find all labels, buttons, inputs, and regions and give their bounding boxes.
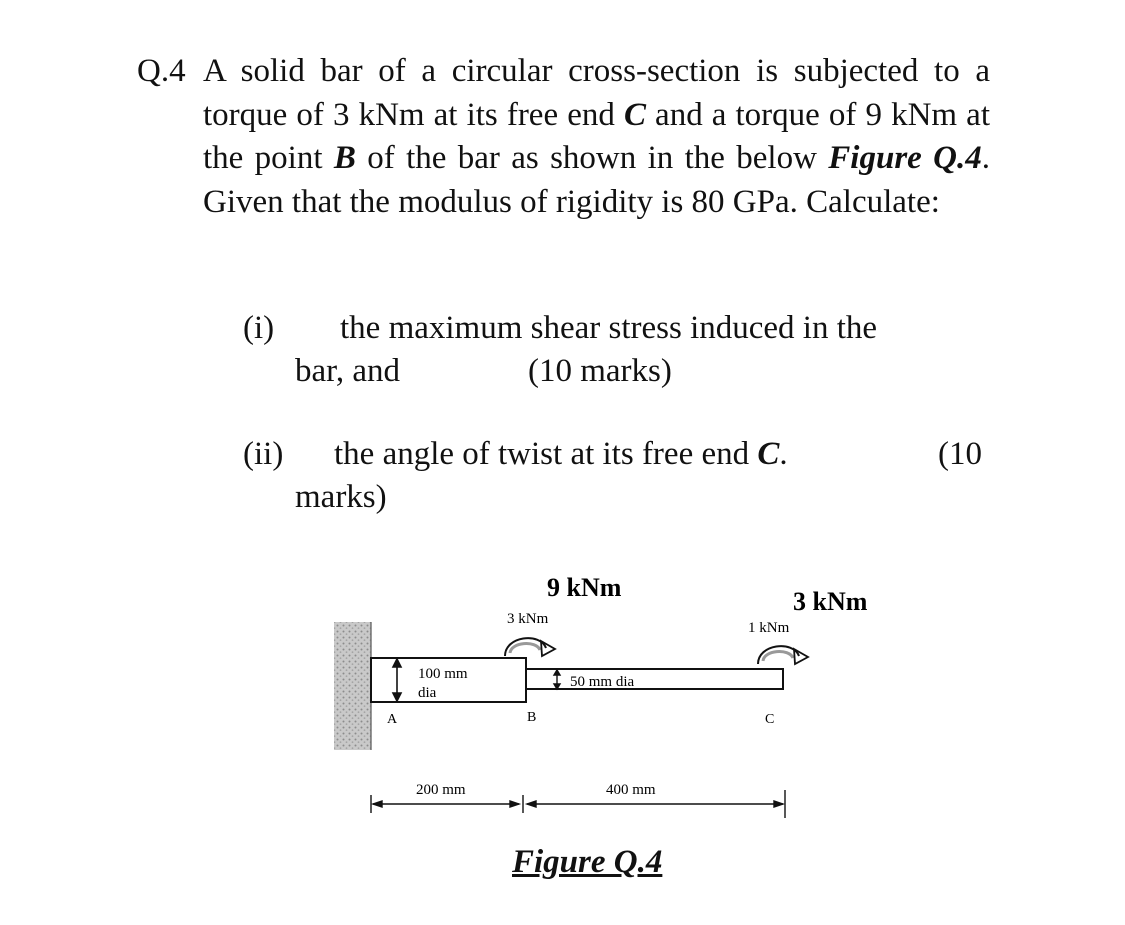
- intro-text-3: of the bar as shown in the below: [355, 140, 829, 176]
- question-number: Q.4: [137, 53, 186, 89]
- part-ii-continuation: marks): [295, 479, 387, 515]
- part-ii-text: the angle of twist at its free end: [334, 436, 750, 472]
- part-ii-marks: (10: [938, 436, 982, 472]
- part-ii-point-c: C: [757, 436, 780, 472]
- torque-c-small-label: 1 kNm: [748, 620, 790, 636]
- part-ii-period: .: [779, 436, 788, 472]
- length-bc-label: 400 mm: [606, 782, 656, 798]
- torque-b-small-label: 3 kNm: [507, 611, 549, 627]
- dia-ab-label-line1: 100 mm: [418, 666, 468, 682]
- point-c-label: C: [765, 712, 775, 727]
- part-i-text: the maximum shear stress induced in the: [340, 310, 878, 346]
- intro-text-4: . Given that the modulus of rigidity is 80 GPa. Calculate:: [203, 140, 990, 220]
- torque-arrow-b-icon: [505, 638, 555, 656]
- length-ab-label: 200 mm: [416, 782, 466, 798]
- point-a-label: A: [387, 712, 398, 727]
- point-b-label: B: [527, 710, 537, 725]
- part-i-marks: (10 marks): [528, 353, 672, 389]
- dia-ab-label-line2: dia: [418, 685, 437, 701]
- dia-bc-label: 50 mm dia: [570, 674, 635, 690]
- intro-point-b: B: [333, 140, 356, 176]
- intro-text-1: A solid bar of a circular cross-section is subjected to a torque of 3 kNm at its free end: [203, 53, 990, 133]
- part-i-continuation: bar, and: [295, 353, 400, 389]
- figure-caption: Figure Q.4: [512, 844, 663, 880]
- torque-c-bold-label: 3 kNm: [793, 587, 868, 616]
- torque-b-bold-label: 9 kNm: [547, 573, 622, 602]
- fixed-wall-support: [334, 622, 371, 750]
- intro-point-c: C: [623, 96, 646, 133]
- part-ii-label: (ii): [243, 436, 284, 472]
- part-i-label: (i): [243, 310, 275, 346]
- intro-text-2: and a torque of 9 kNm at the point: [203, 96, 990, 176]
- torque-arrow-c-icon: [758, 646, 808, 664]
- intro-figure-ref: Figure Q.4: [828, 140, 982, 176]
- bar-segment-bc: [526, 669, 783, 689]
